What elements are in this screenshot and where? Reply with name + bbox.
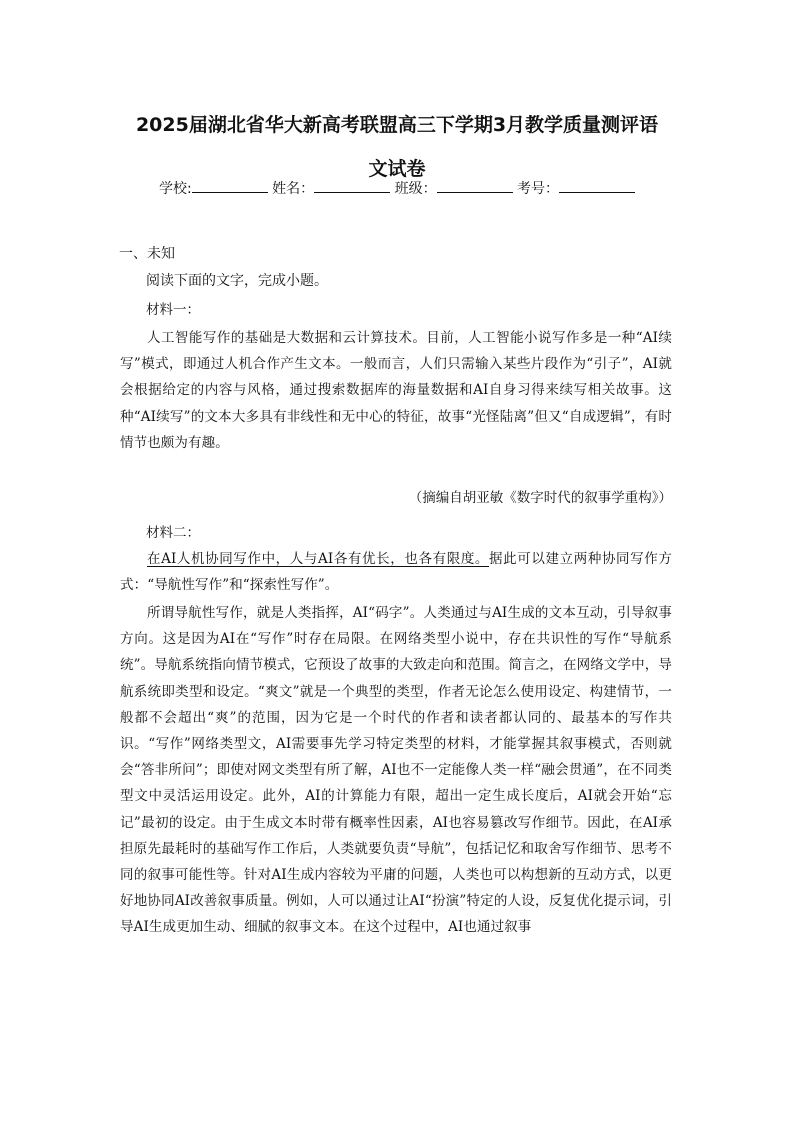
exam-number-blank[interactable]: [559, 180, 635, 193]
underlined-sentence: 在AI人机协同写作中，人与AI各有优长，也各有限度。: [147, 551, 490, 567]
school-label: 学校:: [158, 181, 192, 197]
material2-label: 材料二：: [146, 525, 200, 541]
material2-paragraph1: [120, 546, 672, 598]
material1-citation: （摘编自胡亚敏《数字时代的叙事学重构》）: [408, 490, 672, 506]
name-label: 姓名：: [272, 181, 315, 197]
material2-paragraph1-rest: 据此可以建立两种协同写作方式：“导航性写作”和“探索性写作”。: [120, 551, 672, 594]
material1-label: 材料一：: [146, 302, 200, 318]
exam-title-line2: 文试卷: [368, 158, 426, 180]
student-info-row: [0, 178, 794, 198]
name-blank[interactable]: [314, 180, 390, 193]
exam-title-line1: 2025届湖北省华大新高考联盟高三下学期3月教学质量测评语: [135, 114, 659, 136]
exam-number-label: 考号：: [517, 181, 560, 197]
school-blank[interactable]: [192, 180, 268, 193]
material1-paragraph: 人工智能写作的基础是大数据和云计算技术。目前，人工智能小说写作多是一种“AI续写”模式，即通过人机合作产生文本。一般而言，人们只需输入某些片段作为“引子”，AI就会根据给定的内容与风格，通过搜索数据库的海量数据和AI自身习得来续写相关故事。这种“AI续写”的文本大多具有非线性和无中心的特征，故事“光怪陆离”但又“自成逻辑”，有时情节也颇为有趣。: [120, 330, 672, 451]
material2-paragraph2: 所谓导航性写作，就是人类指挥，AI“码字”。人类通过与AI生成的文本互动，引导叙事方向。这是因为AI在“写作”时存在局限。在网络类型小说中，存在共识性的写作“导航系统”。导航系统指向情节模式，它预设了故事的大致走向和范围。简言之，在网络文学中，导航系统即类型和设定。“爽文”就是一个典型的类型，作者无论怎么使用设定、构建情节，一般都不会超出“爽”的范围，因为它是一个时代的作者和读者都认同的、最基本的写作共识。“写作”网络类型文，AI需要事先学习特定类型的材料，才能掌握其叙事模式，否则就会“答非所问”；即使对网文类型有所了解，AI也不一定能像人类一样“融会贯通”，在不同类型文中灵活运用设定。此外，AI的计算能力有限，超出一定生成长度后，AI就会开始“忘记”最初的设定。由于生成文本时带有概率性因素，AI也容易篡改写作细节。因此，在AI承担原先最耗时的基础写作工作后，人类就要负责“导航”，包括记忆和取舍写作细节、思考不同的叙事可能性等。针对AI生成内容较为平庸的问题，人类也可以构想新的互动方式，以更好地协同AI改善叙事质量。例如，人可以通过让AI“扮演”特定的人设，反复优化提示词，引导AI生成更加生动、细腻的叙事文本。在这个过程中，AI也通过叙事: [120, 605, 672, 936]
section-heading: 一、未知: [119, 246, 175, 262]
class-blank[interactable]: [437, 180, 513, 193]
reading-instruction: 阅读下面的文字，完成小题。: [146, 273, 328, 289]
class-label: 班级：: [394, 181, 437, 197]
